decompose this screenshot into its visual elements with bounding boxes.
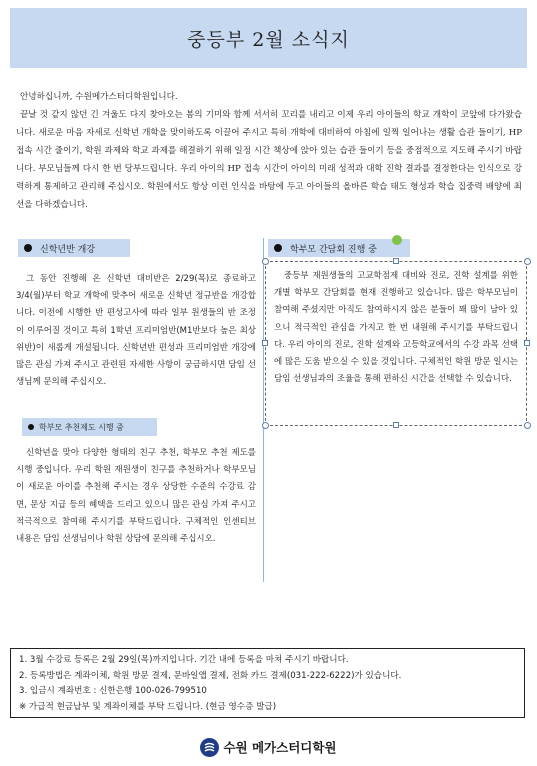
section-title: 학부모 추천제도 시행 중 <box>39 422 124 432</box>
section-header-new-class <box>18 239 130 257</box>
section-header-parent-meeting <box>268 239 410 257</box>
academy-name: 수원 메가스터디학원 <box>223 740 337 755</box>
page-title: 중등부 2월 소식지 <box>187 28 350 51</box>
section-body-referral <box>16 445 256 548</box>
section-body-new-class <box>16 271 256 391</box>
column-divider <box>263 238 264 582</box>
resize-handle-bottom-right[interactable] <box>524 422 531 429</box>
resize-handle-right[interactable] <box>524 340 530 346</box>
notice-line: 1. 3월 수강료 등록은 2월 29일(목)까지입니다. 기간 내에 등록을 마쳐 주시기 바랍니다. <box>19 655 349 665</box>
intro-text <box>16 88 522 214</box>
notice-line: 3. 입금시 계좌번호 : 신한은행 100-026-799510 <box>19 686 207 696</box>
resize-handle-bottom-left[interactable] <box>262 422 269 429</box>
resize-handle-left[interactable] <box>262 340 268 346</box>
section-body-text: 그 동안 진행해 온 신학년 대비반은 2/29(목)로 종료하고 3/4(월)부터 학교 개학에 맞추어 새로운 신학년 정규반을 개강합니다. 이전에 시행한 반 편성고사에 따라 일부 원생들의 반 조정이 이루어질 것이고 특히 1학년 프리미엄반(M1반보다 높은 최상위반)이 새롭게 개설됩니다. 신학년반 편성과 프리미엄반 개강에 많은 관심 가져 주시고 관련된 자세한 사항이 궁금하시면 담임 선생님께 문의해 주십시오. <box>16 274 256 388</box>
bullet-icon <box>28 424 34 430</box>
section-header-referral <box>22 418 157 436</box>
notice-box <box>10 648 525 718</box>
rotate-handle[interactable] <box>392 235 402 245</box>
section-body-text: 중등부 재원생들의 고교학점제 대비와 진로, 진학 설계를 위한 개별 학부모 간담회를 현재 진행하고 있습니다. 많은 학부모님이 참여해 주셨지만 아직도 참여하시지 않은 분들이 꽤 많이 남아 있으니 적극적인 관심을 가지고 한 번 내원해 주시기를 부탁드립니다. 우리 아이의 진로, 진학 설계와 고등학교에서의 수강 과목 선택에 많은 도움 받으실 수 있을 것입니다. 구체적인 학원 방문 일시는 담임 선생님과의 조율을 통해 편하신 시간을 선택할 수 있습니다. <box>274 271 518 385</box>
section-body-text: 신학년을 맞아 다양한 형태의 친구 추천, 학부모 추천 제도를 시행 중입니다. 우리 학원 재원생이 친구를 추천하거나 학부모님이 새로운 아이를 추천해 주시는 경우 상당한 수준의 수강료 감면, 문상 지급 등의 혜택을 드리고 있으니 많은 관심 가져 주시고 적극적으로 참여해 주시기를 부탁드립니다. 구체적인 인센티브 내용은 담임 선생님이나 학원 상담에 문의해 주십시오. <box>16 448 256 545</box>
section-title: 신학년반 개강 <box>40 244 96 255</box>
resize-handle-top-left[interactable] <box>262 258 269 265</box>
title-banner <box>10 8 527 68</box>
bullet-icon <box>24 244 32 252</box>
bullet-icon <box>274 244 282 252</box>
notice-line: ※ 가급적 현금납부 및 계좌이체를 부탁 드립니다. (현금 영수증 발급) <box>19 701 277 712</box>
section-body-parent-meeting[interactable] <box>274 268 518 388</box>
section-title: 학부모 간담회 진행 중 <box>290 244 377 255</box>
intro-greeting: 안녕하십니까, 수원메가스터디학원입니다. <box>20 92 178 102</box>
academy-logo-icon <box>200 738 219 757</box>
footer <box>0 736 537 758</box>
resize-handle-top[interactable] <box>393 258 399 264</box>
notice-line: 2. 등록방법은 계좌이체, 학원 방문 결제, 문바일앱 결제, 전화 카드 결제(031-222-6222)가 있습니다. <box>19 670 402 681</box>
resize-handle-top-right[interactable] <box>524 258 531 265</box>
intro-body: 끝날 것 같지 않던 긴 겨울도 다지 찾아오는 봄의 기미와 함께 서서히 꼬리를 내리고 이제 우리 아이들의 학교 개학이 코앞에 다가왔습니다. 새로운 마음 자세로 신학년 개학을 맞이하도록 이끌어 주시고 특히 개학에 대비하여 아침에 일찍 일어나는 생활 습관 들이기, HP 접속 시간 줄이기, 학원 과제와 학교 과제를 해결하기 위해 일정 시간 책상에 앉아 있는 습관 들이기 등을 중점적으로 지도해 주시기 바랍니다. 부모님들께 다시 한 번 당부드립니다. 우리 아이의 HP 접속 시간이 아이의 미래 성적과 대학 진학 결과를 결정한다는 인식으로 강력하게 통제하고 관리해 주십시오. 학원에서도 항상 이런 인식을 바탕에 두고 아이들의 올바른 학습 태도 형성과 학습 집중력 배양에 최선을 다하겠습니다. <box>16 110 522 210</box>
resize-handle-bottom[interactable] <box>393 422 399 428</box>
